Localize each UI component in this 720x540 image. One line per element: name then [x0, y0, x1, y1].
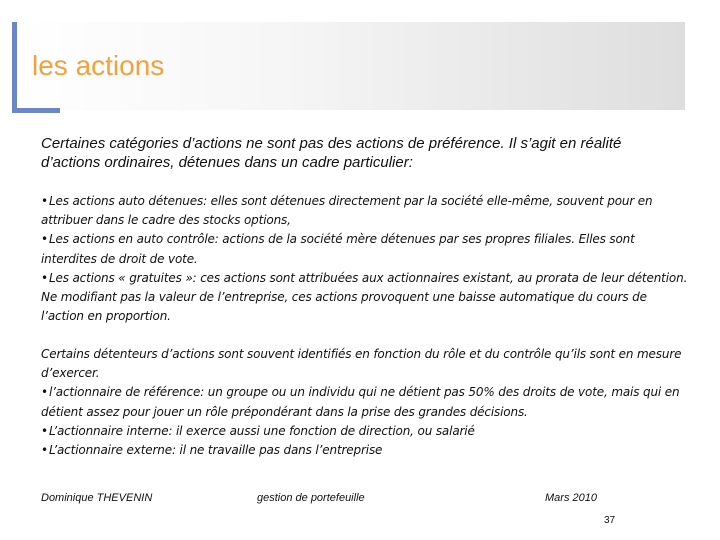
list-item-text: L’actionnaire externe: il ne travaille pas dans l’entreprise: [48, 443, 383, 458]
list-item: [41, 230, 691, 268]
list-item-text: l’actionnaire de référence: un groupe ou un individu qui ne détient pas 50% des droits de vote, mais qui en détient assez pour jouer un rôle prépondérant dans la prise des grandes décisions.: [41, 385, 680, 419]
list-item-text: Les actions en auto contrôle: actions de la société mère détenues par ses propres filiales. Elles sont interdites de droit de vote.: [41, 232, 635, 266]
title-accent-horizontal-bar: [12, 108, 60, 113]
footer-subject: gestion de portefeuille: [257, 492, 365, 504]
bullet: •: [41, 270, 48, 285]
title-accent-vertical-bar: [12, 22, 17, 112]
list-intro: Certains détenteurs d’actions sont souvent identifiés en fonction du rôle et du contrôle qu’ils sont en mesure d’exercer.: [41, 347, 682, 381]
bullet: •: [41, 443, 48, 458]
bullet: •: [41, 423, 48, 438]
bullet: •: [41, 194, 48, 208]
list-item: [41, 441, 691, 460]
list-item-text: Les actions « gratuites »: ces actions sont attribuées aux actionnaires existant, au prorata de leur détention. Ne modifiant pas la valeur de l’entreprise, ces actions provoquent une baisse automatique du cours de l’action en proportion.: [41, 270, 688, 324]
list-item-text: L’actionnaire interne: il exerce aussi une fonction de direction, ou salarié: [48, 423, 475, 438]
list-item: [41, 269, 691, 327]
footer-date: Mars 2010: [545, 492, 597, 504]
bullet: •: [41, 232, 48, 247]
footer-author: Dominique THEVENIN: [41, 492, 153, 504]
share-categories-list: [41, 192, 691, 326]
shareholder-types-list: [41, 345, 691, 460]
list-item: [41, 422, 691, 441]
bullet: •: [41, 385, 48, 400]
list-item-text: Les actions auto détenues: elles sont détenues directement par la société elle-même, souvent pour en attribuer dans le cadre des stocks options,: [41, 194, 653, 228]
list-item: [41, 192, 691, 230]
list-item: [41, 383, 691, 421]
slide-title: les actions: [32, 50, 165, 81]
intro-paragraph: Certaines catégories d’actions ne sont pas des actions de préférence. Il s’agit en réalité d’actions ordinaires, détenues dans un cadre particulier:: [41, 135, 622, 171]
page-number: 37: [604, 515, 616, 526]
